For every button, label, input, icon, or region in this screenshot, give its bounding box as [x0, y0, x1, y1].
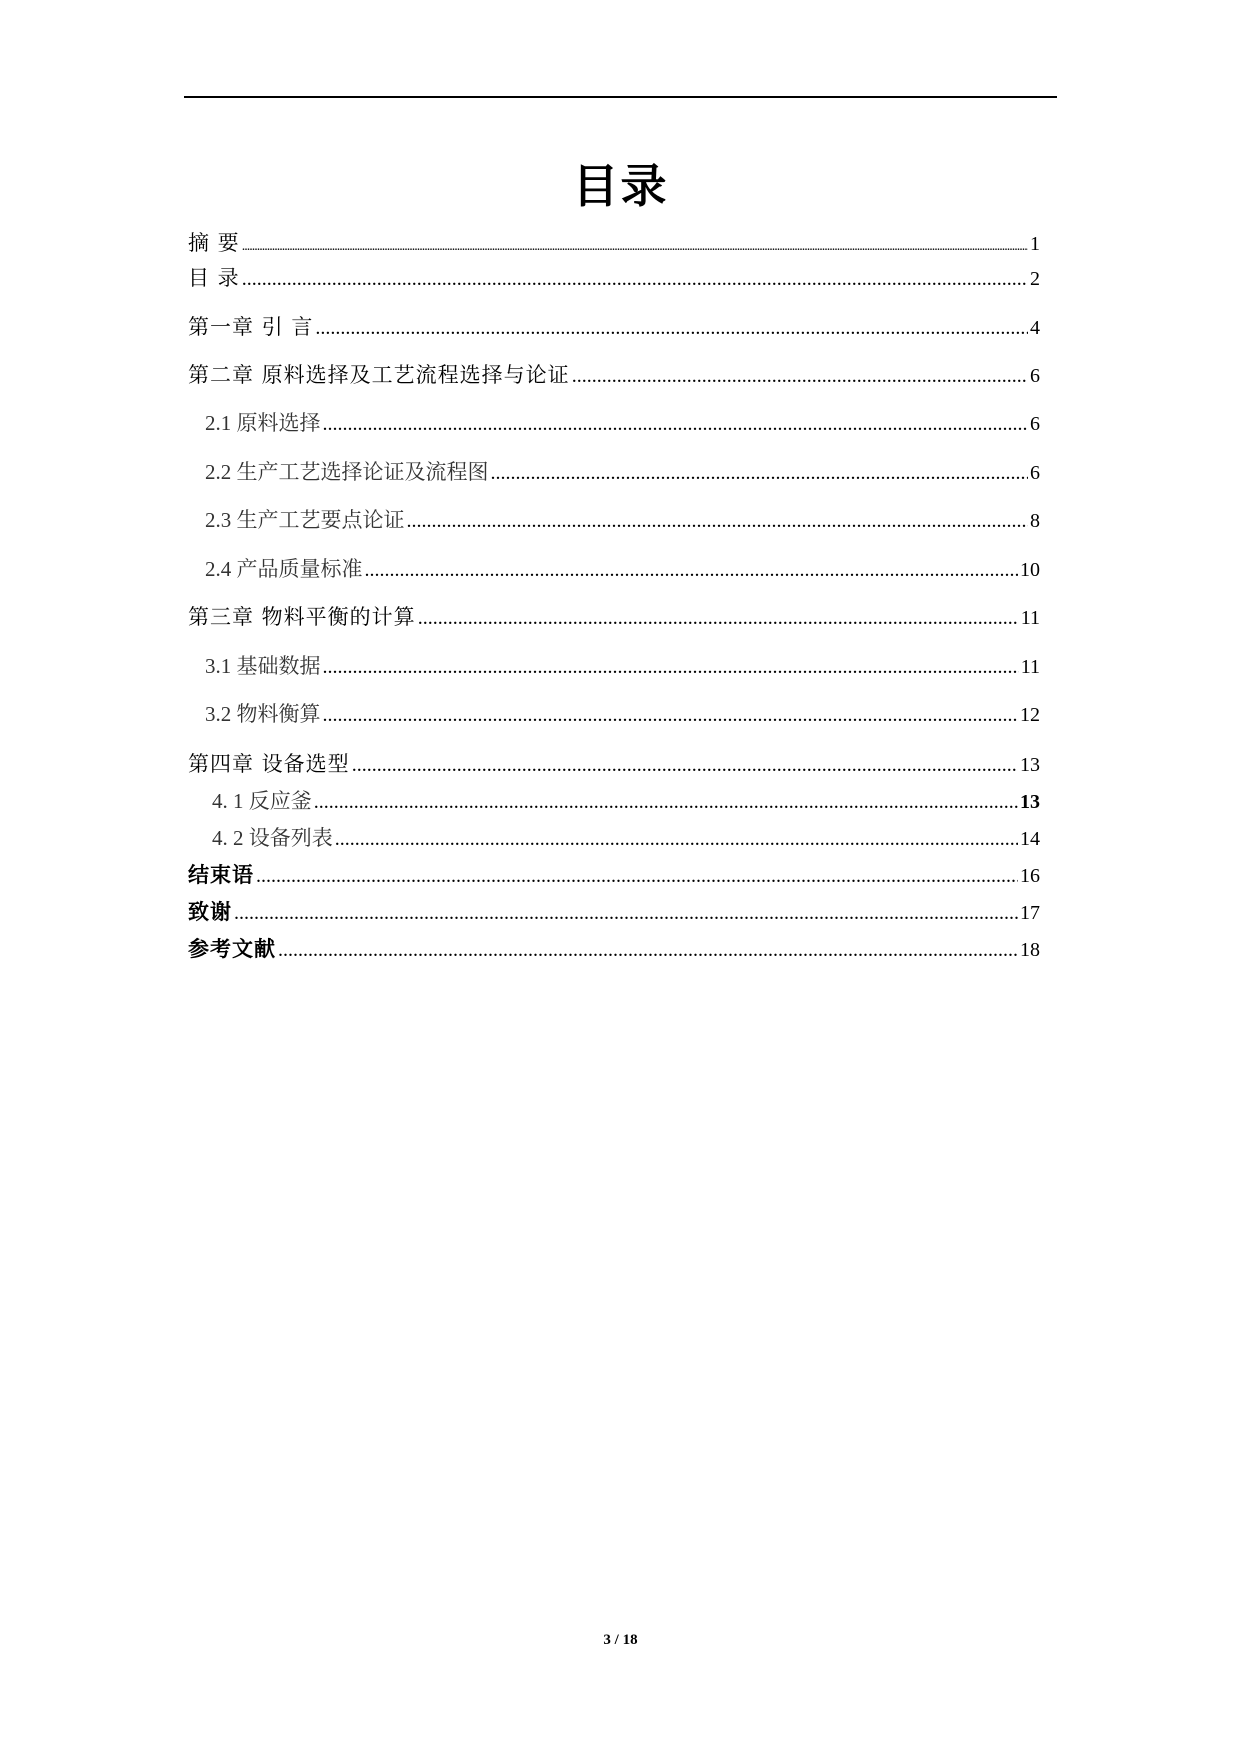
page-title: 目录 — [572, 159, 669, 213]
toc-entry-section-2-2[interactable] — [205, 457, 1040, 487]
toc-leader — [256, 861, 1018, 890]
toc-leader — [491, 458, 1029, 487]
toc-entry-label: 结束语 — [188, 863, 254, 887]
toc-entry-chapter-2[interactable] — [188, 360, 1040, 390]
toc-entry-chapter-1[interactable] — [188, 312, 1040, 342]
toc-entry-label: 第四章 设备选型 — [188, 752, 350, 776]
toc-entry-page: 16 — [1020, 865, 1040, 887]
toc-entry-label: 3.2 物料衡算 — [205, 702, 321, 726]
toc-entry-page: 17 — [1020, 902, 1040, 924]
toc-entry-chapter-3[interactable] — [188, 602, 1040, 632]
toc-entry-page: 4 — [1030, 317, 1040, 339]
toc-entry-page: 13 — [1020, 754, 1040, 776]
toc-entry-page: 8 — [1030, 510, 1040, 532]
toc-entry-section-3-1[interactable] — [205, 651, 1040, 681]
toc-leader — [323, 409, 1029, 438]
header-rule — [184, 96, 1057, 98]
toc-entry-section-2-3[interactable] — [205, 505, 1040, 535]
toc-entry-label: 2.3 生产工艺要点论证 — [205, 508, 405, 532]
toc-leader — [335, 824, 1018, 853]
toc-entry-page: 10 — [1020, 559, 1040, 581]
toc-leader — [234, 898, 1018, 927]
toc-entry-label: 参考文献 — [188, 937, 276, 961]
toc-leader — [314, 787, 1018, 816]
toc-leader — [242, 229, 1028, 258]
toc-leader — [315, 313, 1028, 342]
toc-leader — [278, 935, 1018, 964]
toc-entry-label: 4. 1 反应釜 — [212, 789, 312, 813]
toc-entry-label: 4. 2 设备列表 — [212, 826, 333, 850]
toc-entry-page: 11 — [1020, 656, 1040, 678]
toc-leader — [323, 652, 1019, 681]
toc-entry-page: 6 — [1030, 462, 1040, 484]
toc-entry-page: 18 — [1020, 939, 1040, 961]
toc-entry-label: 第三章 物料平衡的计算 — [188, 605, 416, 629]
toc-entry-page: 14 — [1020, 828, 1040, 850]
toc-entry-section-2-1[interactable] — [205, 408, 1040, 438]
toc-entry-label: 致谢 — [188, 900, 232, 924]
toc-entry-conclusion[interactable] — [188, 860, 1040, 890]
toc-entry-acknowledgements[interactable] — [188, 897, 1040, 927]
page-number-footer: 3 / 18 — [603, 1632, 638, 1648]
toc-entry-label: 2.1 原料选择 — [205, 411, 321, 435]
toc-entry-references[interactable] — [188, 934, 1040, 964]
toc-entry-page: 11 — [1020, 607, 1040, 629]
toc-leader — [352, 750, 1018, 779]
toc-entry-page: 2 — [1030, 268, 1040, 290]
toc-entry-page: 6 — [1030, 413, 1040, 435]
toc-leader — [407, 506, 1029, 535]
toc-entry-section-4-1[interactable] — [212, 786, 1040, 816]
toc-entry-label: 第二章 原料选择及工艺流程选择与论证 — [188, 363, 570, 387]
toc-leader — [323, 700, 1019, 729]
toc-leader — [572, 361, 1028, 390]
toc-leader — [418, 603, 1019, 632]
toc-entry-label: 目 录 — [188, 266, 240, 290]
toc-leader — [242, 264, 1028, 293]
toc-entry-label: 2.4 产品质量标准 — [205, 557, 363, 581]
toc-entry-page: 1 — [1030, 233, 1040, 255]
toc-entry-section-2-4[interactable] — [205, 554, 1040, 584]
toc-entry-label: 3.1 基础数据 — [205, 654, 321, 678]
toc-entry-page: 12 — [1020, 704, 1040, 726]
toc-entry-section-4-2[interactable] — [212, 823, 1040, 853]
toc-entry-contents[interactable] — [188, 263, 1040, 293]
toc-entry-abstract[interactable] — [188, 228, 1040, 258]
toc-entry-label: 2.2 生产工艺选择论证及流程图 — [205, 460, 489, 484]
toc-entry-page: 6 — [1030, 365, 1040, 387]
toc-entry-chapter-4[interactable] — [188, 749, 1040, 779]
toc-leader — [365, 555, 1019, 584]
toc-entry-label: 第一章 引 言 — [188, 315, 314, 339]
toc-entry-section-3-2[interactable] — [205, 699, 1040, 729]
toc-entry-label: 摘 要 — [188, 231, 240, 255]
toc-entry-page: 13 — [1020, 791, 1040, 813]
